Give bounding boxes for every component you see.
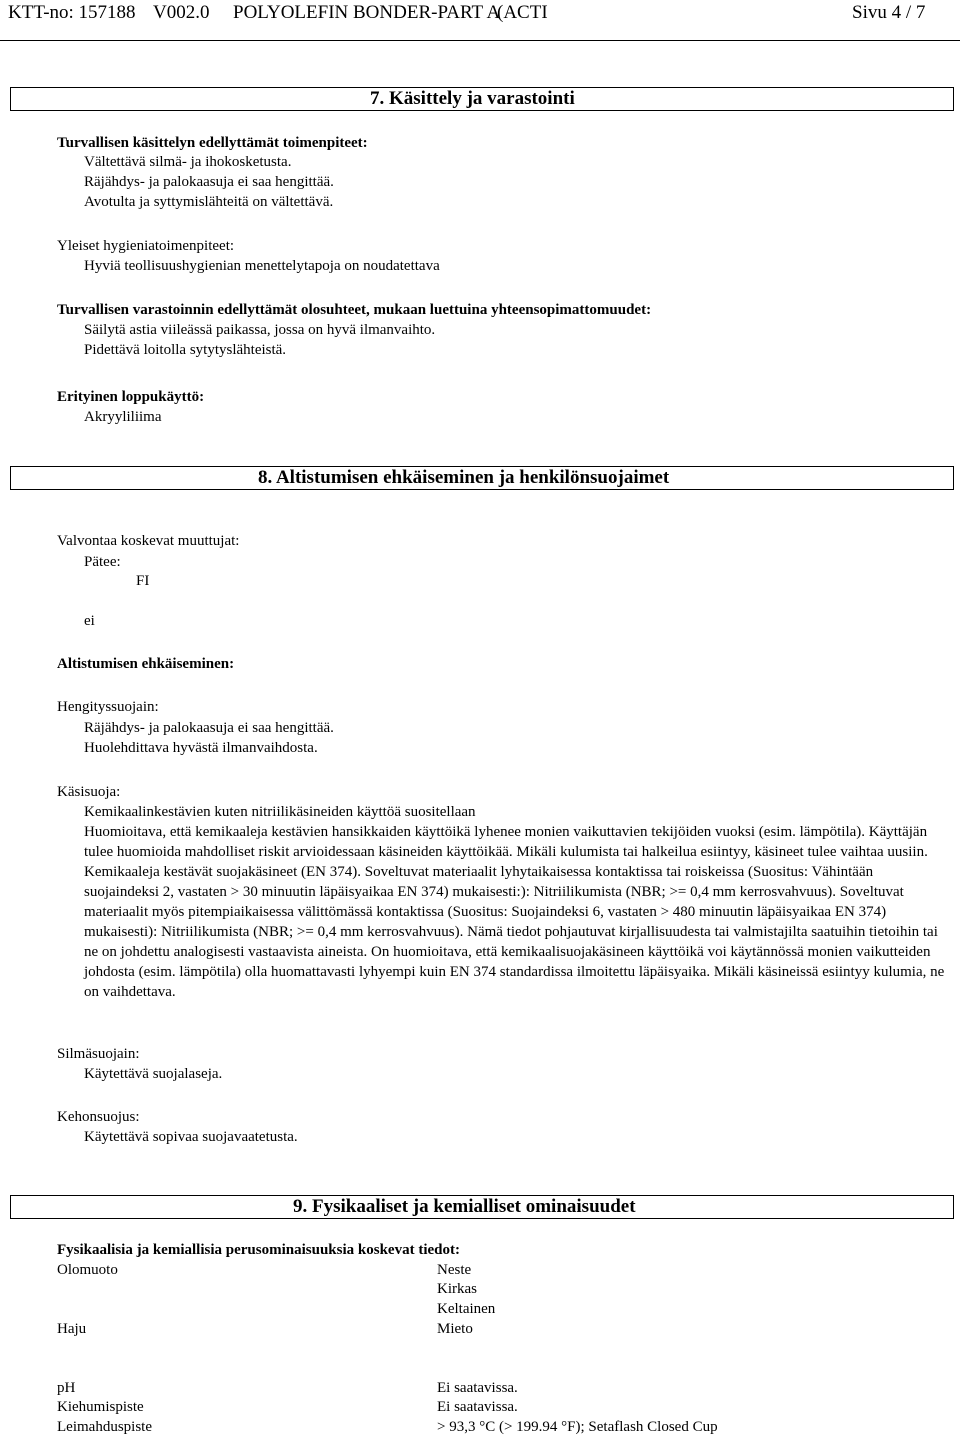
- product-name-suffix: (ACTI: [497, 2, 548, 23]
- storage-line: Säilytä astia viileässä paikassa, jossa on hyvä ilmanvaihto.: [84, 322, 436, 338]
- storage-heading: Turvallisen varastoinnin edellyttämät olosuhteet, mukaan luettuina yhteensopimattomuudet:: [57, 302, 652, 318]
- body-protection-label: Kehonsuojus:: [57, 1109, 140, 1125]
- control-params-heading: Valvontaa koskevat muuttujat:: [57, 533, 240, 549]
- respiratory-line: Räjähdys- ja palokaasuja ei saa hengittää.: [84, 720, 334, 736]
- boiling-point-label: Kiehumispiste: [57, 1399, 144, 1415]
- section-7-title: 7. Käsittely ja varastointi: [370, 88, 575, 109]
- respiratory-label: Hengityssuojain:: [57, 699, 159, 715]
- doc-version: V002.0: [153, 2, 210, 23]
- odor-label: Haju: [57, 1321, 87, 1337]
- page-number: Sivu 4 / 7: [852, 2, 926, 23]
- end-use-text: Akryyliliima: [84, 409, 162, 425]
- storage-line: Pidettävä loitolla sytytyslähteistä.: [84, 342, 287, 358]
- flash-point-value: > 93,3 °C (> 199.94 °F); Setaflash Closed Cup: [437, 1419, 718, 1435]
- hygiene-text: Hyviä teollisuushygienian menettelytapoja on noudatettava: [84, 258, 440, 274]
- hand-protection-para: Huomioitava, että kemikaaleja kestävien hansikkaiden käyttöikä lyhenee monien vaikuttavien tekijöiden vuoksi (esim. lämpötila). Käyttäjän tulee huomioida mahdolliset riskit arvioidessaan käsineiden käyttöikää. Mikäli kulumista tai halkeilua esiintyy, käsineet tulee vaihtaa uusiin.: [84, 824, 928, 860]
- appearance-value: Keltainen: [437, 1301, 496, 1317]
- odor-value: Mieto: [437, 1321, 473, 1337]
- properties-heading: Fysikaalisia ja kemiallisia perusominaisuuksia koskevat tiedot:: [57, 1242, 460, 1258]
- applies-value: FI: [136, 573, 150, 589]
- eye-protection-text: Käytettävä suojalaseja.: [84, 1066, 223, 1082]
- ph-label: pH: [57, 1380, 76, 1396]
- boiling-point-value: Ei saatavissa.: [437, 1399, 518, 1415]
- respiratory-line: Huolehdittava hyvästä ilmanvaihdosta.: [84, 740, 318, 756]
- hand-protection-text: [84, 802, 950, 1002]
- header-divider: [0, 40, 960, 41]
- section-8-title: 8. Altistumisen ehkäiseminen ja henkilönsuojaimet: [258, 467, 670, 488]
- section-9-title: 9. Fysikaaliset ja kemialliset ominaisuudet: [293, 1196, 636, 1217]
- applies-note: ei: [84, 613, 95, 629]
- eye-protection-label: Silmäsuojain:: [57, 1046, 140, 1062]
- flash-point-label: Leimahduspiste: [57, 1419, 152, 1435]
- ph-value: Ei saatavissa.: [437, 1380, 518, 1396]
- safe-handling-line: Vältettävä silmä- ja ihokosketusta.: [84, 154, 292, 170]
- safe-handling-line: Avotulta ja syttymislähteitä on vältettävä.: [84, 194, 334, 210]
- end-use-heading: Erityinen loppukäyttö:: [57, 389, 205, 405]
- exposure-heading: Altistumisen ehkäiseminen:: [57, 656, 235, 672]
- hand-protection-label: Käsisuoja:: [57, 784, 121, 800]
- appearance-value: Kirkas: [437, 1281, 477, 1297]
- doc-id: KTT-no: 157188: [8, 2, 136, 23]
- appearance-value: Neste: [437, 1262, 472, 1278]
- body-protection-text: Käytettävä sopivaa suojavaatetusta.: [84, 1129, 298, 1145]
- hygiene-heading: Yleiset hygieniatoimenpiteet:: [57, 238, 235, 254]
- safe-handling-line: Räjähdys- ja palokaasuja ei saa hengittää.: [84, 174, 334, 190]
- hand-protection-para: Kemikaaleja kestävät suojakäsineet (EN 374). Soveltuvat materiaalit lyhytaikaisessa kontaktissa tai roiskeissa (Suositus: Vähintään suojaindeksi 2, vastaten > 30 minuutin läpäisyaikaa EN 374) mukaisesti:): Nitriilikumista (NBR; >= 0,4 mm kerrosvahvuus). Soveltuvat materiaalit myös pitempiaikaisessa välittömässä kontaktissa (Suositus: Suojaindeksi 6, vastaten > 480 minuutin läpäisyaikaa EN 374) mukaisesti): Nitriilikumista (NBR; >= 0,4 mm kerrosvahvuus). Nämä tiedot pohjautuvat kirjallisuudesta tai valmistajilta saatuihin tietoihin tai ne on johdettu analogisesti vastaavista aineista. On huomioitava, että kemikaalisuojakäsineen käyttöikä voi käytännössä monien vaikutteiden johdosta (esim. lämpötila) olla huomattavasti lyhyempi kuin EN 374 standardissa ilmoitettu läpäisyaika. Mikäli käsineissä esiintyy kulumia, ne on vaihdettava.: [84, 864, 945, 1000]
- appearance-label: Olomuoto: [57, 1262, 118, 1278]
- applies-label: Pätee:: [84, 554, 121, 570]
- product-name: POLYOLEFIN BONDER-PART A: [233, 2, 501, 23]
- safe-handling-heading: Turvallisen käsittelyn edellyttämät toimenpiteet:: [57, 135, 368, 151]
- hand-protection-para: Kemikaalinkestävien kuten nitriilikäsineiden käyttöä suositellaan: [84, 804, 476, 820]
